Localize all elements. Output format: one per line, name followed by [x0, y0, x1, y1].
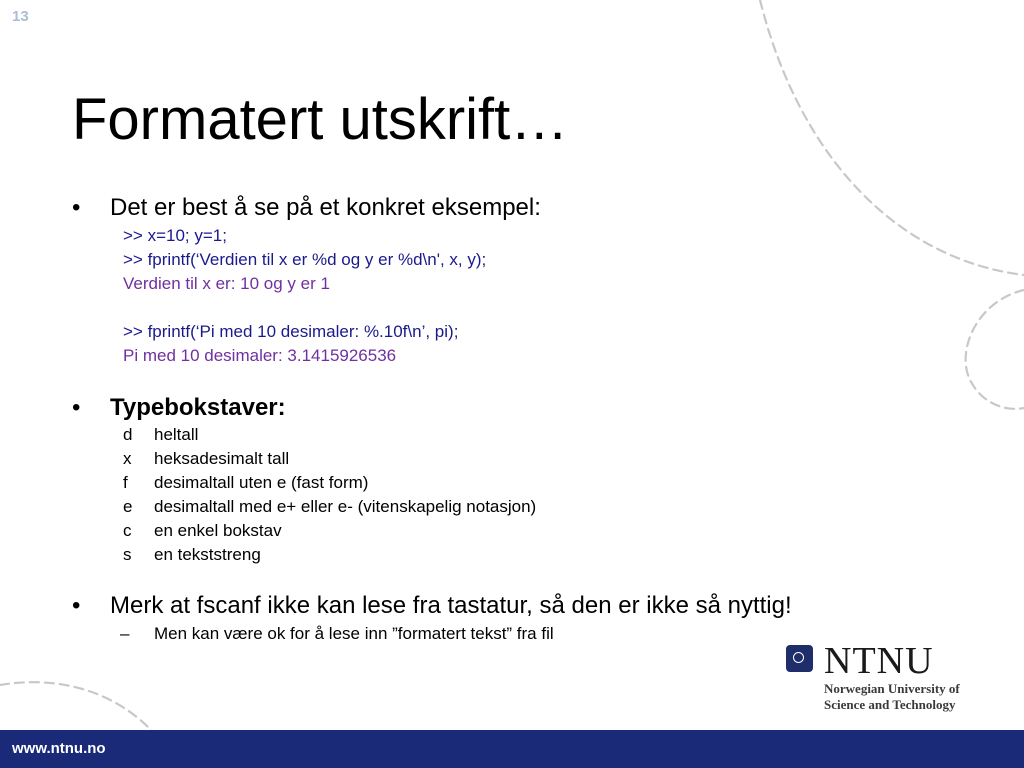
bullet-marker: • — [72, 394, 81, 421]
type-list-item — [123, 497, 536, 517]
type-code: c — [123, 521, 132, 540]
logo-name: NTNU — [824, 640, 934, 682]
decoration-arc-2 — [966, 290, 1024, 409]
type-list-item — [123, 449, 289, 469]
bullet-marker: • — [72, 592, 81, 619]
type-list-item — [123, 521, 282, 541]
type-code: f — [123, 473, 128, 492]
sub-bullet-marker: – — [120, 624, 130, 643]
type-code: e — [123, 497, 133, 516]
logo-subtitle-line1: Norwegian University of — [824, 681, 960, 696]
type-description: en tekststreng — [154, 545, 261, 564]
type-description: heltall — [154, 425, 199, 444]
bullet-text: Det er best å se på et konkret eksempel: — [110, 194, 541, 221]
type-description: desimaltall uten e (fast form) — [154, 473, 369, 492]
code-output-line: Pi med 10 desimaler: 3.1415926536 — [123, 346, 397, 365]
type-list-item — [123, 473, 368, 493]
type-code: s — [123, 545, 132, 564]
sub-bullet — [120, 624, 554, 644]
code-output-line: Verdien til x er: 10 og y er 1 — [123, 274, 330, 293]
footer-bar — [0, 730, 1024, 768]
code-command-line: >> x=10; y=1; — [123, 226, 227, 245]
type-description: heksadesimalt tall — [154, 449, 290, 468]
slide-title: Formatert utskrift… — [72, 87, 569, 152]
decoration-arc-1 — [760, 0, 1024, 275]
bullet-marker: • — [72, 194, 81, 221]
code-command-line: >> fprintf(‘Pi med 10 desimaler: %.10f\n’, pi); — [123, 322, 459, 341]
bullet-text: Merk at fscanf ikke kan lese fra tastatur, så den er ikke så nyttig! — [110, 592, 792, 619]
slide-number: 13 — [12, 8, 29, 25]
type-list-item — [123, 545, 261, 565]
bullet-typebokstaver — [72, 394, 286, 422]
bullet-fscanf-note — [72, 592, 792, 620]
bullet-heading: Typebokstaver: — [110, 394, 286, 421]
ntnu-logo — [786, 641, 1006, 716]
logo-subtitle-line2: Science and Technology — [824, 697, 956, 712]
type-code: d — [123, 425, 133, 444]
footer-url: www.ntnu.no — [12, 740, 106, 757]
type-description: desimaltall med e+ eller e- (vitenskapelig notasjon) — [154, 497, 537, 516]
ntnu-logo-mark-icon — [786, 645, 813, 672]
type-code: x — [123, 449, 132, 468]
sub-bullet-text: Men kan være ok for å lese inn ”formatert tekst” fra fil — [154, 624, 554, 643]
type-list-item — [123, 425, 198, 445]
bullet-example — [72, 194, 541, 222]
type-description: en enkel bokstav — [154, 521, 282, 540]
code-command-line: >> fprintf(‘Verdien til x er %d og y er %d\n', x, y); — [123, 250, 487, 269]
